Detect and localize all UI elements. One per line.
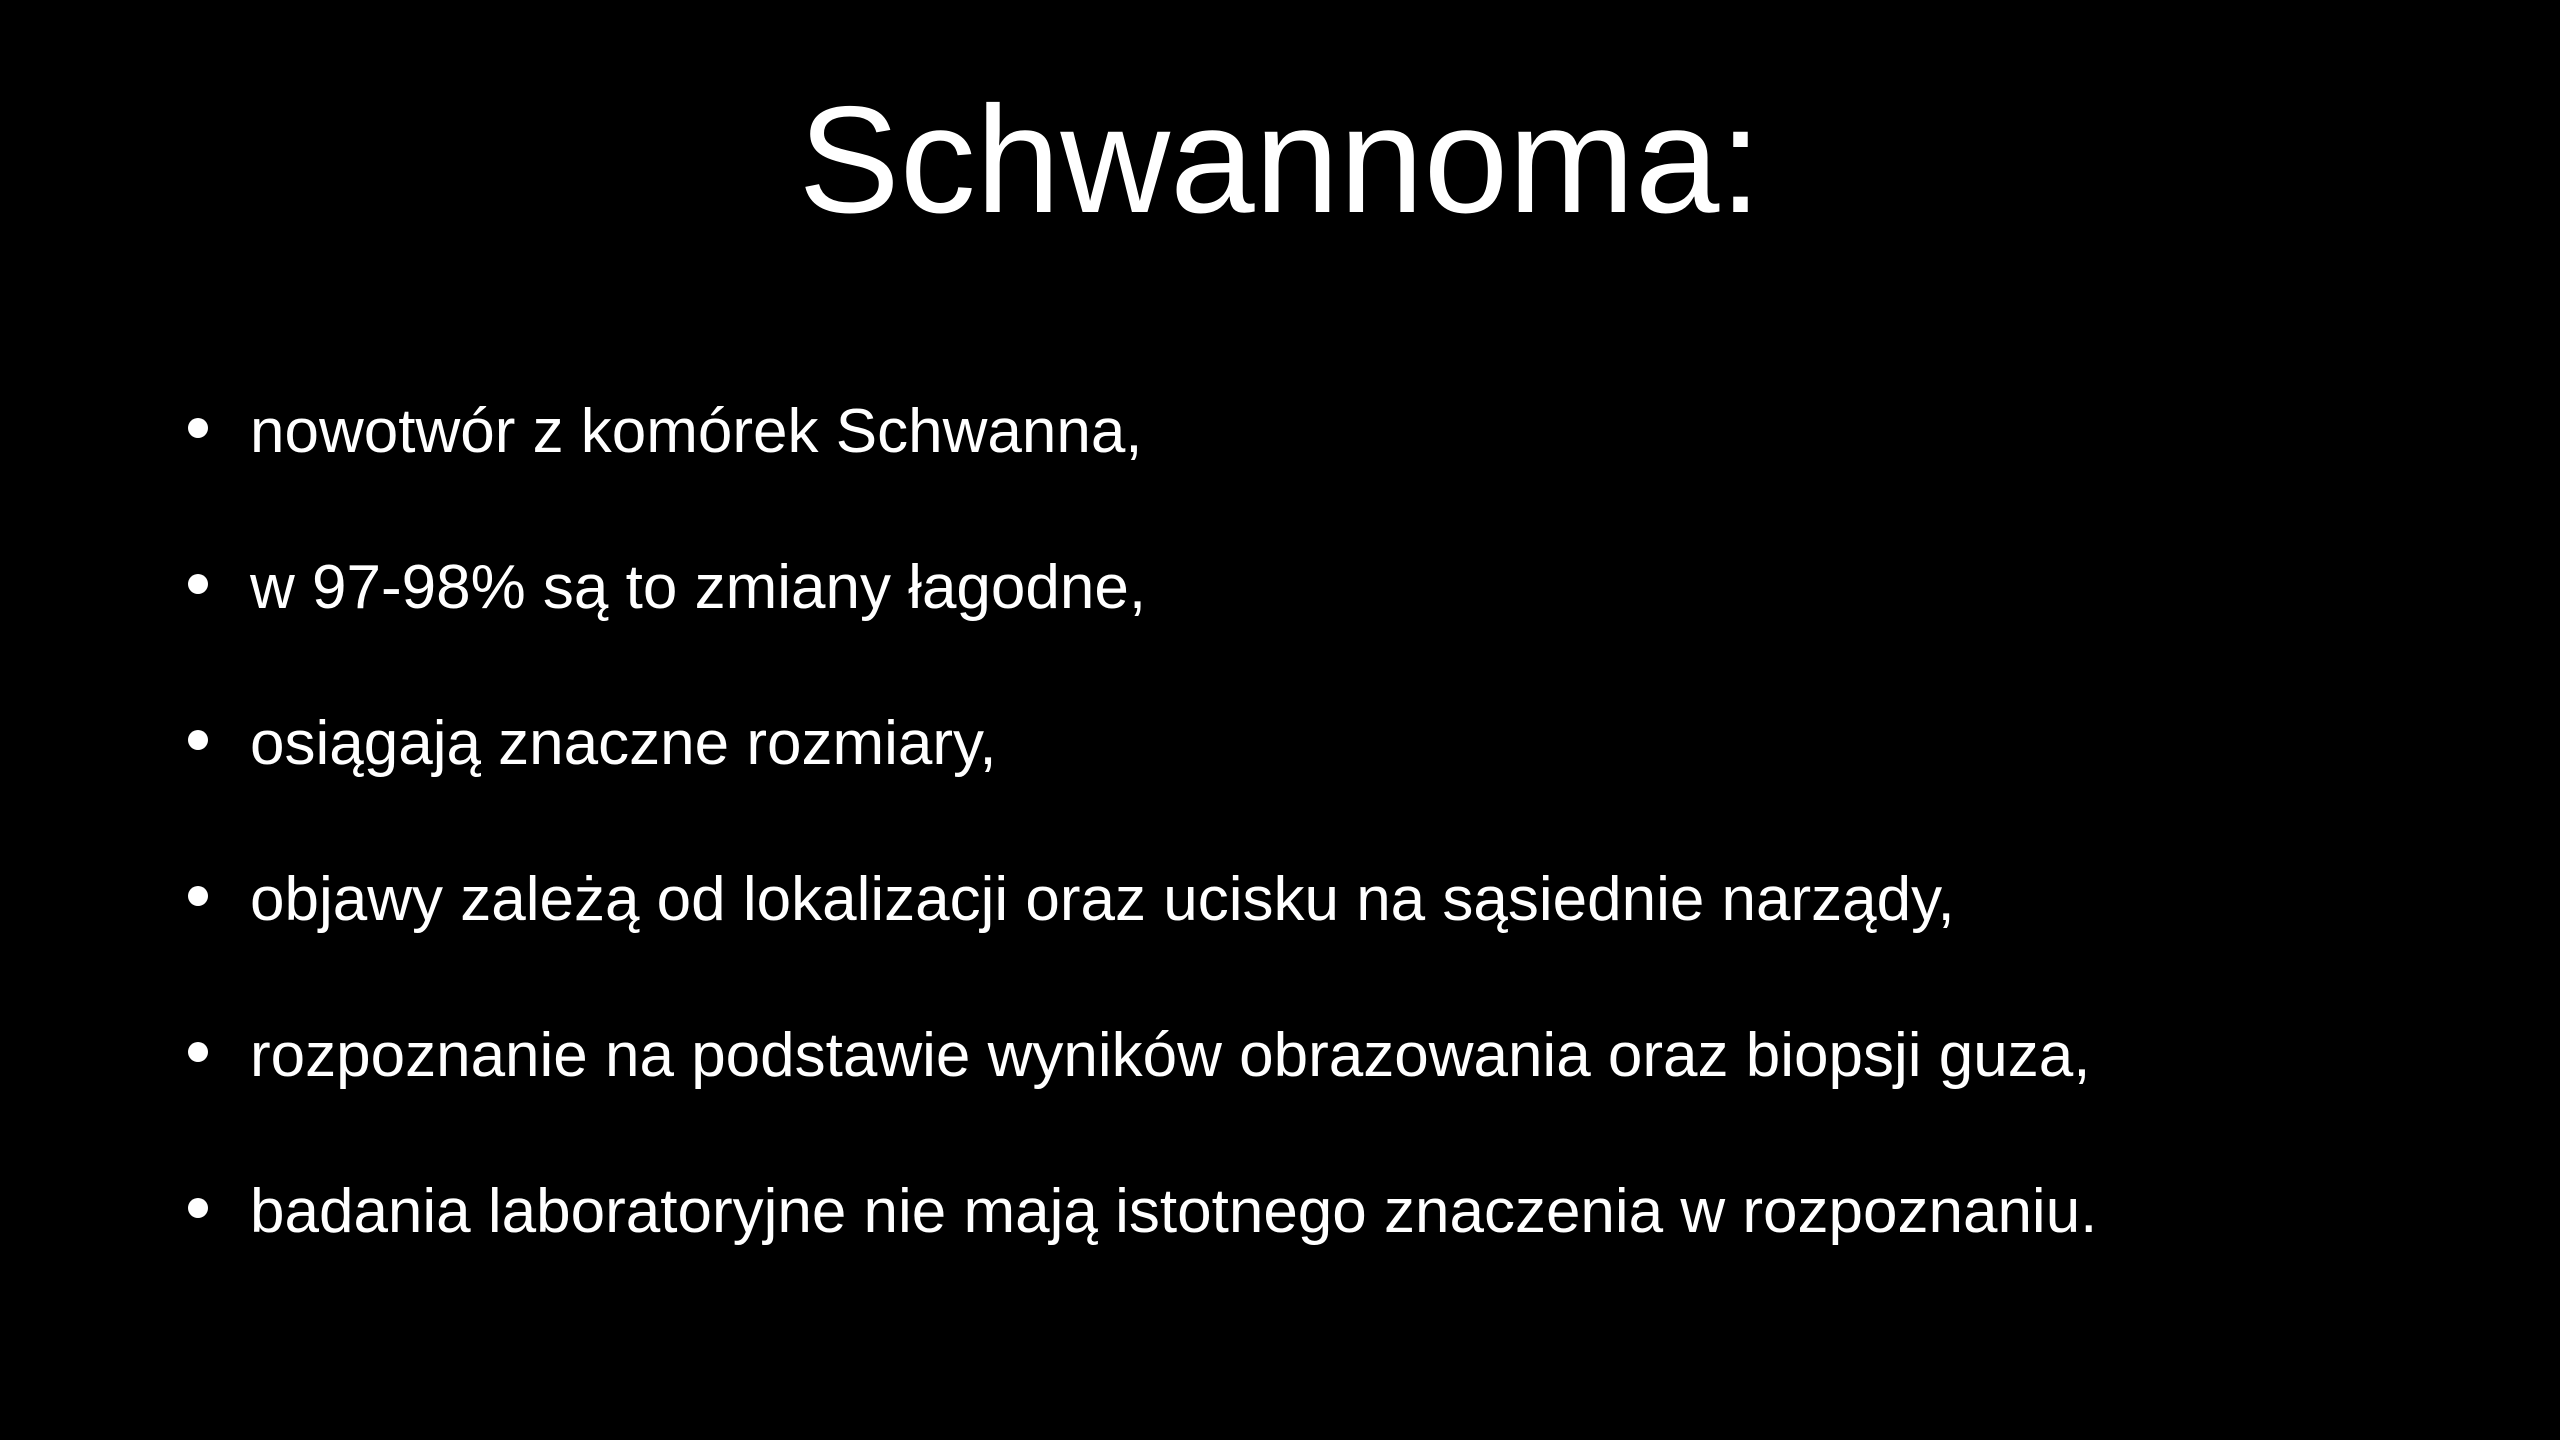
- bullet-text: nowotwór z komórek Schwanna,: [250, 397, 1143, 466]
- bullet-text: osiągają znaczne rozmiary,: [250, 709, 997, 778]
- bullet-item: [180, 544, 2480, 700]
- bullet-list: [180, 388, 2480, 1324]
- bullet-text: objawy zależą od lokalizacji oraz ucisku na sąsiednie narządy,: [250, 865, 1955, 934]
- bullet-item: [180, 1012, 2480, 1168]
- bullet-text: rozpoznanie na podstawie wyników obrazowania oraz biopsji guza,: [250, 1021, 2091, 1090]
- bullet-item: [180, 700, 2480, 856]
- bullet-icon: [188, 1042, 208, 1062]
- bullet-item: [180, 388, 2480, 544]
- bullet-item: [180, 1168, 2480, 1324]
- bullet-icon: [188, 1198, 208, 1218]
- bullet-text: badania laboratoryjne nie mają istotnego znaczenia w rozpoznaniu.: [250, 1177, 2098, 1246]
- bullet-icon: [188, 886, 208, 906]
- bullet-text: w 97-98% są to zmiany łagodne,: [250, 553, 1147, 622]
- bullet-icon: [188, 730, 208, 750]
- bullet-item: [180, 856, 2480, 1012]
- bullet-icon: [188, 574, 208, 594]
- slide-title: Schwannoma:: [798, 75, 1762, 245]
- bullet-icon: [188, 418, 208, 438]
